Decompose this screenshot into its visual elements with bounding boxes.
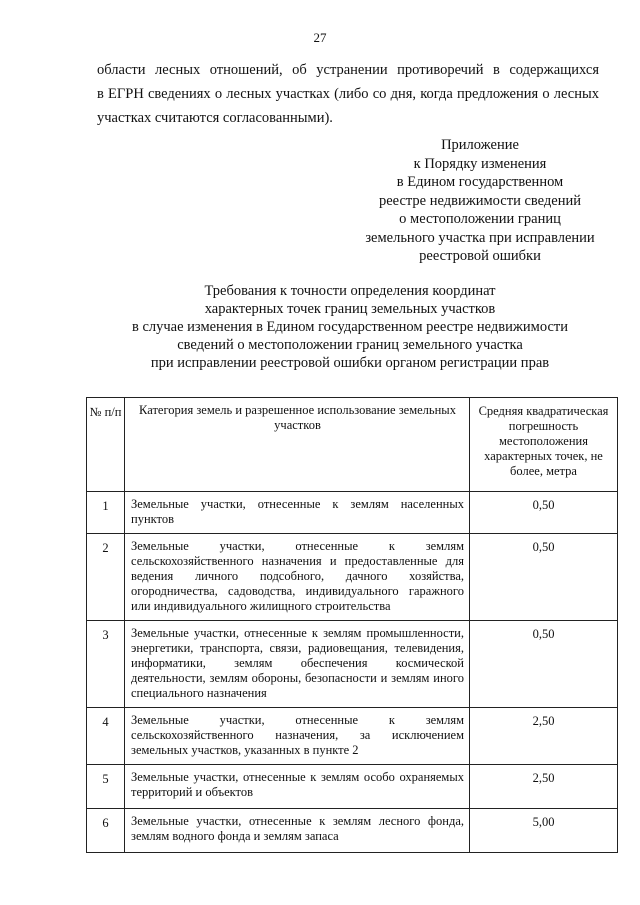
title-line: сведений о местоположении границ земельного участка <box>177 337 523 353</box>
appendix-line: реестре недвижимости сведений <box>379 192 581 209</box>
appendix-line: земельного участка при исправлении <box>365 229 595 246</box>
row-number: 5 <box>87 765 125 809</box>
header-accuracy: Средняя квадратическая погрешность местоположения характерных точек, не более, метра <box>470 398 618 492</box>
table-header-row <box>87 398 618 492</box>
row-number: 4 <box>87 708 125 765</box>
intro-line: в ЕГРН сведениях о лесных участках (либо со дня, когда предложения о лесных <box>97 86 599 102</box>
appendix-line: к Порядку изменения <box>413 155 547 172</box>
document-title <box>60 282 640 372</box>
header-number: № п/п <box>87 398 125 492</box>
row-number: 1 <box>87 492 125 534</box>
table-row <box>87 809 618 853</box>
appendix-line: в Едином государственном <box>396 174 564 190</box>
row-category: Земельные участки, отнесенные к землям населенных пунктов <box>125 492 470 534</box>
row-category: Земельные участки, отнесенные к землям промышленности, энергетики, транспорта, связи, радиовещания, телевидения, информатики, землям обеспечения космической деятельности, землям обороны, безопасности и землям иного специального назначения <box>125 621 470 708</box>
row-category: Земельные участки, отнесенные к землям сельскохозяйственного назначения и предоставленные для ведения личного подсобного, дачного хозяйства, огородничества, садоводства, индивидуального гаражного или индивидуального жилищного строительства <box>125 534 470 621</box>
table-row <box>87 534 618 621</box>
row-accuracy: 0,50 <box>470 534 618 621</box>
table-row <box>87 621 618 708</box>
table-row <box>87 708 618 765</box>
title-line: в случае изменения в Едином государственном реестре недвижимости <box>131 319 569 335</box>
intro-line: участках считаются согласованными). <box>97 110 333 126</box>
header-category: Категория земель и разрешенное использование земельных участков <box>125 398 470 492</box>
page-number: 27 <box>313 30 327 45</box>
row-accuracy: 2,50 <box>470 765 618 809</box>
row-category: Земельные участки, отнесенные к землям лесного фонда, землям водного фонда и землям запаса <box>125 809 470 853</box>
table-row <box>87 765 618 809</box>
row-accuracy: 5,00 <box>470 809 618 853</box>
title-line: при исправлении реестровой ошибки органом регистрации прав <box>150 355 550 371</box>
appendix-line: Приложение <box>441 137 519 153</box>
intro-paragraph <box>97 58 599 130</box>
appendix-header <box>330 136 630 266</box>
row-number: 3 <box>87 621 125 708</box>
row-accuracy: 2,50 <box>470 708 618 765</box>
row-category: Земельные участки, отнесенные к землям сельскохозяйственного назначения, за исключением земельных участков, указанных в пункте 2 <box>125 708 470 765</box>
appendix-line: о местоположении границ <box>399 211 561 227</box>
row-number: 6 <box>87 809 125 853</box>
accuracy-requirements-table <box>86 397 618 853</box>
intro-line: области лесных отношений, об устранении противоречий в содержащихся <box>97 62 599 78</box>
title-line: характерных точек границ земельных участков <box>204 301 496 317</box>
title-line: Требования к точности определения координат <box>204 283 496 299</box>
row-accuracy: 0,50 <box>470 621 618 708</box>
row-category: Земельные участки, отнесенные к землям особо охраняемых территорий и объектов <box>125 765 470 809</box>
table-row <box>87 492 618 534</box>
appendix-line: реестровой ошибки <box>419 248 541 264</box>
row-number: 2 <box>87 534 125 621</box>
row-accuracy: 0,50 <box>470 492 618 534</box>
